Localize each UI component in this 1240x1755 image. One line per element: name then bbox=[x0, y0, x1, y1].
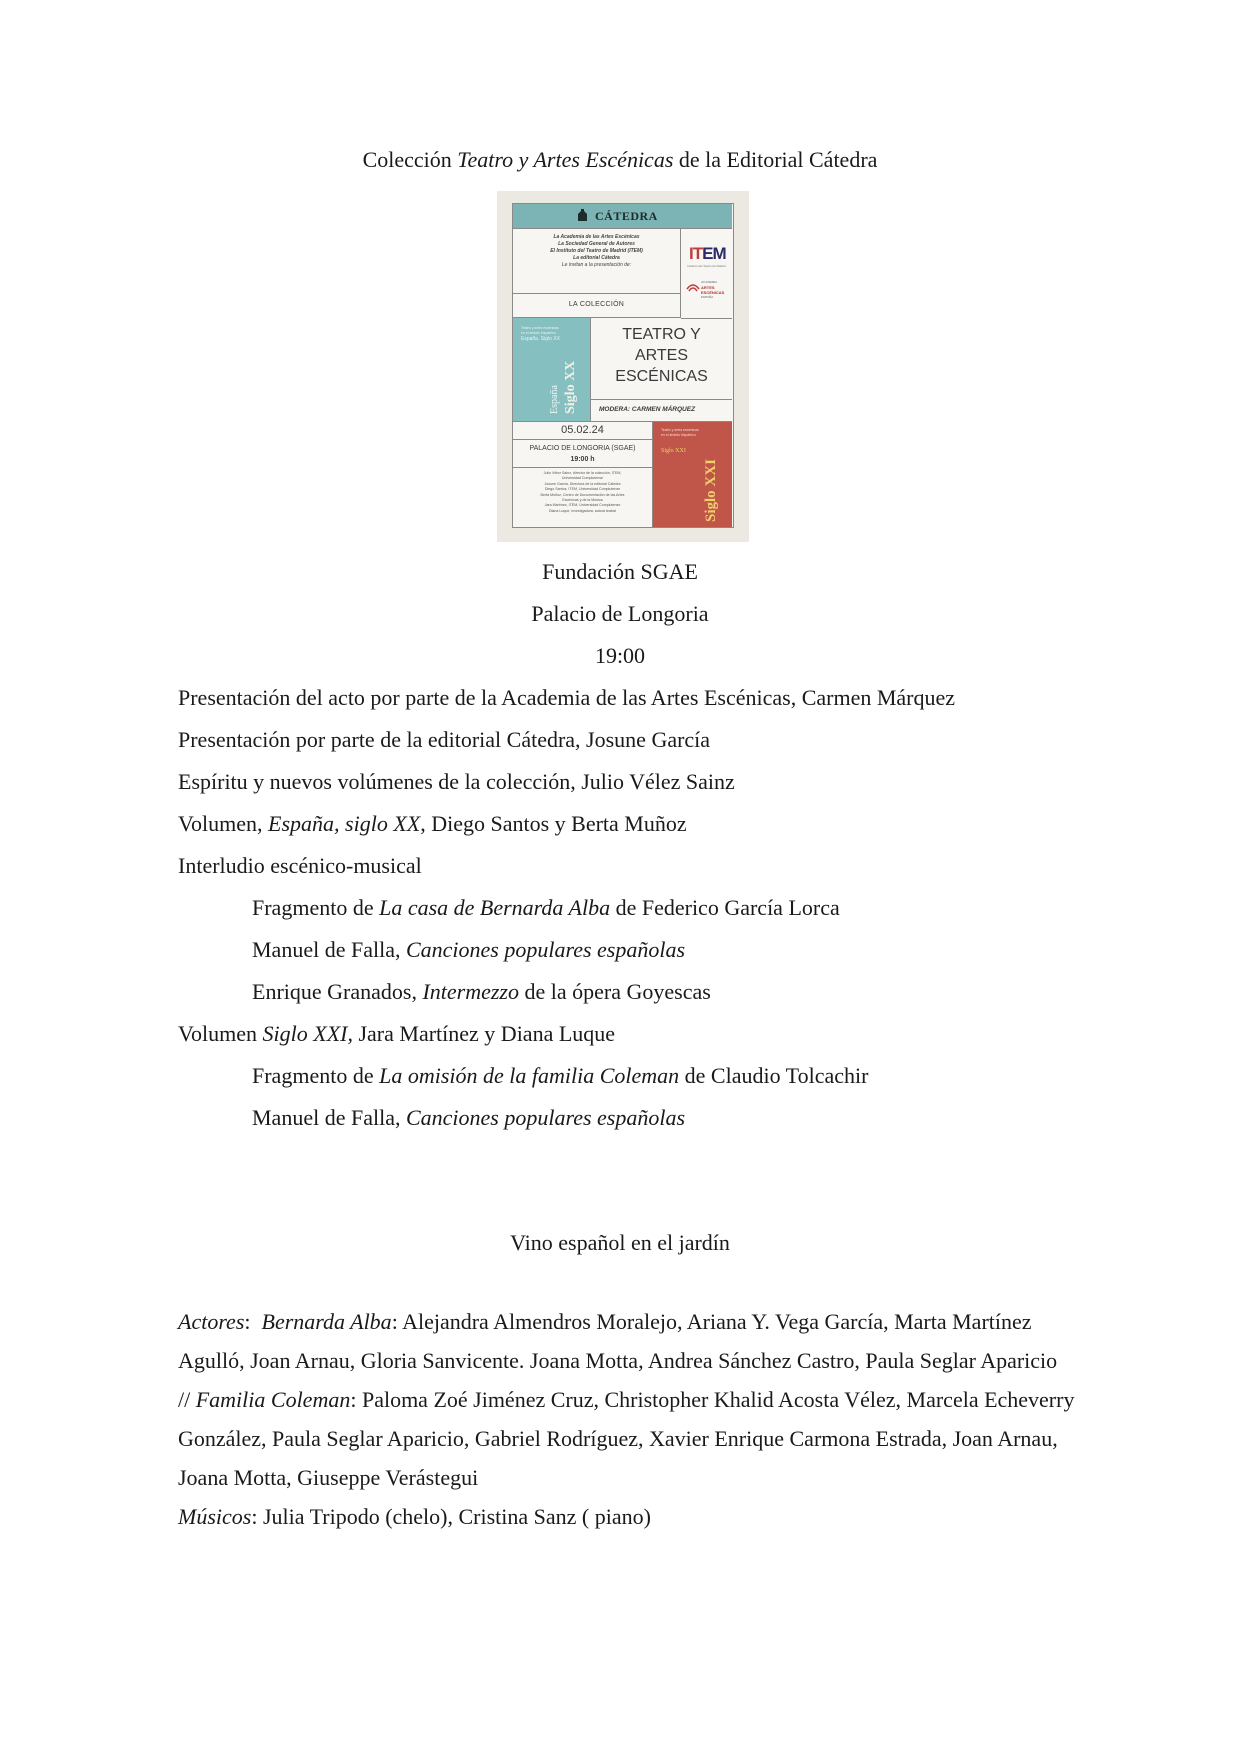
credits-line: Joana Motta, Giuseppe Verástegui bbox=[178, 1465, 479, 1490]
credits-line: González, Paula Seglar Aparicio, Gabriel Rodríguez, Xavier Enrique Carmona Estrada, Joan Arnau, bbox=[178, 1426, 1058, 1451]
program-item: Volumen, España, siglo XX, Diego Santos y Berta Muñoz bbox=[178, 811, 687, 836]
academia-logo-icon bbox=[686, 280, 700, 294]
poster-date: 05.02.24 bbox=[513, 422, 653, 440]
program-subitem: Fragmento de La omisión de la familia Coleman de Claudio Tolcachir bbox=[252, 1063, 869, 1088]
venue-name: Fundación SGAE bbox=[542, 559, 698, 584]
book1-spine-sub: España bbox=[549, 385, 560, 414]
poster-speakers: Julio Vélez Sainz, director de la colección, ITEM, Universidad Complutense Josune García, Directora de la editorial Cátedra Diego Santos, ITEM, Universidad Complutense Berta Muñoz, Centro de Documentación de las Artes Escénicas y de la Música Jara Martínez, ITEM, Universidad Complutense Diana Luque, investigadora, autora teatral bbox=[513, 468, 653, 527]
academia-logo-text: ACADEMIA ARTES ESCÉNICAS ESPAÑA bbox=[701, 280, 725, 299]
book2-title: Siglo XXI bbox=[661, 448, 686, 454]
actors-label: Actores bbox=[178, 1309, 245, 1334]
poster-logos: ITEM Instituto del Teatro de Madrid ACADEMIA ARTES ESCÉNICAS ESPAÑA bbox=[681, 228, 732, 319]
program-subitem: Manuel de Falla, Canciones populares españolas bbox=[252, 937, 686, 962]
program-item: Presentación por parte de la editorial Cátedra, Josune García bbox=[178, 727, 711, 752]
poster-venue: PALACIO DE LONGORIA (SGAE) 19:00 h bbox=[513, 440, 653, 468]
book-cover-siglo-xx: Teatro y artes escénicas en el ámbito hispánico España. Siglo XX Siglo XX España bbox=[513, 318, 591, 422]
poster-intro: La Academia de las Artes Escénicas La Sociedad General de Autores El Instituto del Teatro de Madrid (ITEM) La editorial Cátedra Le invitan a la presentación de: bbox=[513, 228, 681, 294]
event-poster bbox=[497, 191, 749, 542]
item-logo: ITEM bbox=[689, 244, 726, 263]
program-item: Interludio escénico-musical bbox=[178, 853, 422, 878]
poster-title: TEATRO Y ARTES ESCÉNICAS bbox=[591, 318, 732, 400]
collection-name: Teatro y Artes Escénicas bbox=[457, 147, 674, 172]
coleman-label: Familia Coleman bbox=[195, 1387, 351, 1412]
program-item: Espíritu y nuevos volúmenes de la colección, Julio Vélez Sainz bbox=[178, 769, 735, 794]
poster-frame bbox=[512, 203, 734, 528]
program-subitem: Manuel de Falla, Canciones populares españolas bbox=[252, 1105, 686, 1130]
bernarda-label: Bernarda Alba bbox=[261, 1309, 392, 1334]
poster-moderator: MODERA: CARMEN MÁRQUEZ bbox=[591, 400, 732, 422]
credits-line: Actores: Bernarda Alba: Alejandra Almendros Moralejo, Ariana Y. Vega García, Marta Martínez bbox=[178, 1309, 1032, 1334]
closing-note: Vino español en el jardín bbox=[510, 1230, 730, 1255]
musicians-line: Músicos: Julia Tripodo (chelo), Cristina Sanz ( piano) bbox=[178, 1504, 651, 1529]
poster-collection-label: LA COLECCIÓN bbox=[513, 294, 681, 318]
venue-place: Palacio de Longoria bbox=[531, 601, 709, 626]
musicians-label: Músicos bbox=[178, 1504, 252, 1529]
collection-title: Colección Teatro y Artes Escénicas de la Editorial Cátedra bbox=[362, 147, 878, 172]
credits-line: Agulló, Joan Arnau, Gloria Sanvicente. Joana Motta, Andrea Sánchez Castro, Paula Seglar Aparicio bbox=[178, 1348, 1058, 1373]
program-item: Presentación del acto por parte de la Academia de las Artes Escénicas, Carmen Márquez bbox=[178, 685, 956, 710]
event-time: 19:00 bbox=[594, 643, 646, 668]
catedra-logo-icon bbox=[576, 208, 589, 222]
book-cover-siglo-xxi: Teatro y artes escénicas en el ámbito hispánico Siglo XXI Siglo XXI bbox=[653, 422, 732, 527]
book1-spine-title: Siglo XX bbox=[563, 360, 578, 414]
program-item: Volumen Siglo XXI, Jara Martínez y Diana Luque bbox=[178, 1021, 616, 1046]
program-subitem: Fragmento de La casa de Bernarda Alba de Federico García Lorca bbox=[252, 895, 840, 920]
poster-brand: CÁTEDRA bbox=[595, 209, 658, 223]
program-subitem: Enrique Granados, Intermezzo de la ópera Goyescas bbox=[252, 979, 711, 1004]
poster-header bbox=[513, 204, 732, 229]
book2-spine-title: Siglo XXI bbox=[703, 459, 719, 522]
credits-line: // Familia Coleman: Paloma Zoé Jiménez Cruz, Christopher Khalid Acosta Vélez, Marcela Echeverry bbox=[178, 1387, 1075, 1412]
